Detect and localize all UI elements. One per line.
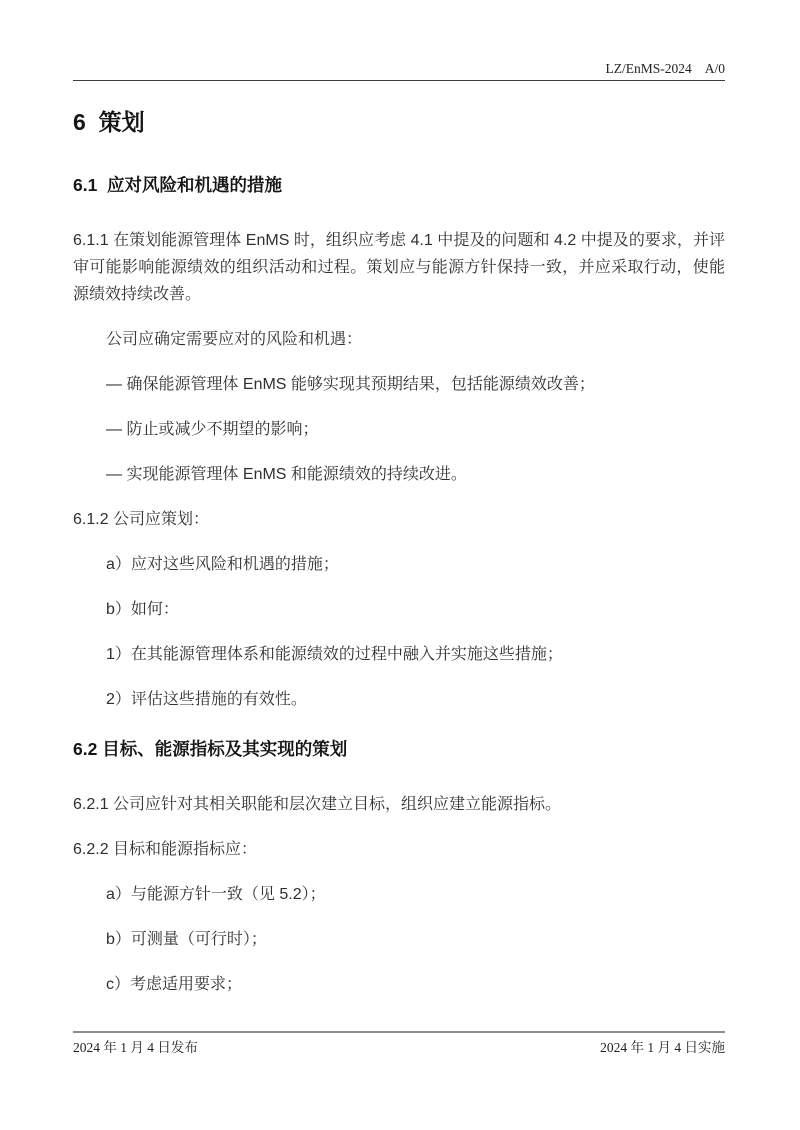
- footer-implementation-date: 2024 年 1 月 4 日实施: [600, 1040, 725, 1055]
- section-heading-6-1: 6.1 应对风险和机遇的措施: [73, 175, 283, 195]
- page-footer: [73, 1031, 725, 1056]
- list-item-letter-c: c）考虑适用要求；: [106, 976, 243, 993]
- list-item-dash: — 确保能源管理体 EnMS 能够实现其预期结果，包括能源绩效改善；: [106, 376, 595, 393]
- body-paragraph-6-2-1: 6.2.1 公司应针对其相关职能和层次建立目标，组织应建立能源指标。: [73, 796, 562, 813]
- body-paragraph: 公司应确定需要应对的风险和机遇：: [106, 331, 363, 348]
- footer-release-date: 2024 年 1 月 4 日发布: [73, 1040, 198, 1055]
- list-item-letter-a: a）应对这些风险和机遇的措施；: [106, 556, 339, 573]
- page-header: [73, 0, 725, 81]
- list-item-dash: — 实现能源管理体 EnMS 和能源绩效的持续改进。: [106, 466, 467, 483]
- page-title: 6 策划: [73, 109, 145, 135]
- list-item-letter-b: b）如何：: [106, 601, 179, 618]
- list-item-letter-b: b）可测量（可行时）；: [106, 931, 267, 948]
- list-item-number-2: 2）评估这些措施的有效性。: [106, 691, 307, 708]
- section-heading-6-2: 6.2 目标、能源指标及其实现的策划: [73, 739, 348, 759]
- list-item-letter-a: a）与能源方针一致（见 5.2）；: [106, 886, 326, 903]
- body-paragraph-6-1-2: 6.1.2 公司应策划：: [73, 511, 210, 528]
- doc-revision: A/0: [704, 61, 725, 76]
- list-item-dash: — 防止或减少不期望的影响；: [106, 421, 319, 438]
- page-content: [73, 0, 725, 1016]
- doc-code: LZ/EnMS-2024: [605, 61, 692, 76]
- body-paragraph-6-2-2: 6.2.2 目标和能源指标应：: [73, 841, 258, 858]
- list-item-number-1: 1）在其能源管理体系和能源绩效的过程中融入并实施这些措施；: [106, 646, 563, 663]
- body-paragraph-6-1-1: 6.1.1 在策划能源管理体 EnMS 时，组织应考虑 4.1 中提及的问题和 4.2 中提及的要求，并评审可能影响能源绩效的组织活动和过程。策划应与能源方针保持一致，并应采取行动，使能源绩效持续改善。: [73, 232, 725, 303]
